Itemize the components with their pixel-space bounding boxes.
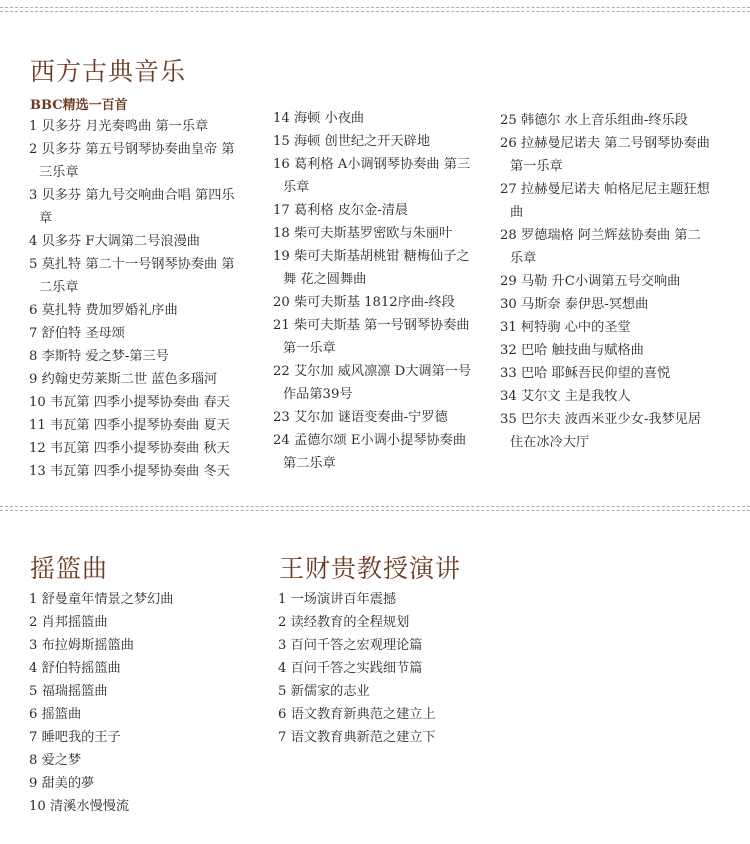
list-item: 6 语文教育新典范之建立上 [278,707,436,722]
list-item: 22 艾尔加 威风凛凛 D大调第一号作品第39号 [273,364,472,402]
list-item: 14 海顿 小夜曲 [273,111,365,126]
list-item: 18 柴可夫斯基罗密欧与朱丽叶 [273,226,453,241]
list-item: 3 百问千答之宏观理论篇 [278,638,423,653]
list-item: 13 韦瓦第 四季小提琴协奏曲 冬天 [29,464,230,479]
list-item: 20 柴可夫斯基 1812序曲-终段 [273,295,455,310]
list-item: 17 葛利格 皮尔金-清晨 [273,203,409,218]
list-item: 27 拉赫曼尼诺夫 帕格尼尼主题狂想曲 [500,182,710,220]
classical-column-3 [500,109,712,454]
list-item: 24 孟德尔颂 E小调小提琴协奏曲 第二乐章 [273,433,467,471]
lecture-section-title: 王财贵教授演讲 [279,554,462,583]
list-item: 3 布拉姆斯摇篮曲 [29,638,134,653]
list-item: 11 韦瓦第 四季小提琴协奏曲 夏天 [29,418,230,433]
list-item: 34 艾尔文 主是我牧人 [500,389,631,404]
list-item: 4 百问千答之实践细节篇 [278,661,423,676]
list-item: 3 贝多芬 第九号交响曲合唱 第四乐章 [29,188,235,226]
middle-divider [0,506,750,511]
list-item: 7 语文教育典新范之建立下 [278,730,436,745]
list-item: 1 贝多芬 月光奏鸣曲 第一乐章 [29,119,209,134]
list-item: 10 韦瓦第 四季小提琴协奏曲 春天 [29,395,230,410]
list-item: 5 福瑞摇篮曲 [29,684,108,699]
lullaby-section-title: 摇篮曲 [30,554,109,583]
list-item: 23 艾尔加 谜语变奏曲-宁罗德 [273,410,448,425]
list-item: 19 柴可夫斯基胡桃钳 糖梅仙子之舞 花之圆舞曲 [273,249,470,287]
list-item: 6 摇篮曲 [29,707,82,722]
list-item: 6 莫扎特 费加罗婚礼序曲 [29,303,178,318]
list-item: 7 舒伯特 圣母颂 [29,326,125,341]
list-item: 31 柯特驹 心中的圣堂 [500,320,631,335]
list-item: 2 肖邦摇篮曲 [29,615,108,630]
list-item: 15 海顿 创世纪之开天辟地 [273,134,431,149]
list-item: 12 韦瓦第 四季小提琴协奏曲 秋天 [29,441,230,456]
classical-column-1 [29,115,244,483]
classical-column-2 [273,107,479,475]
lullaby-list [29,588,249,818]
list-item: 4 贝多芬 F大调第二号浪漫曲 [29,234,200,249]
list-item: 25 韩德尔 水上音乐组曲-终乐段 [500,113,688,128]
list-item: 10 清溪水慢慢流 [29,799,130,814]
list-item: 5 莫扎特 第二十一号钢琴协奏曲 第二乐章 [29,257,235,295]
top-divider [0,7,750,12]
list-item: 33 巴哈 耶稣吾民仰望的喜悦 [500,366,671,381]
list-item: 29 马勒 升C小调第五号交响曲 [500,274,681,289]
classical-section-title: 西方古典音乐 [30,57,187,86]
list-item: 9 约翰史劳莱斯二世 蓝色多瑙河 [29,372,218,387]
list-item: 8 爱之梦 [29,753,82,768]
list-item: 32 巴哈 触技曲与赋格曲 [500,343,644,358]
list-item: 4 舒伯特摇篮曲 [29,661,121,676]
list-item: 8 李斯特 爱之梦-第三号 [29,349,169,364]
list-item: 30 马斯奈 泰伊思-冥想曲 [500,297,649,312]
list-item: 26 拉赫曼尼诺夫 第二号钢琴协奏曲 第一乐章 [500,136,710,174]
list-item: 35 巴尔夫 波西米亚少女-我梦见居住在冰冷大厅 [500,412,702,450]
list-item: 2 读经教育的全程规划 [278,615,410,630]
list-item: 5 新儒家的志业 [278,684,370,699]
list-item: 7 睡吧我的王子 [29,730,121,745]
list-item: 28 罗德瑞格 阿兰辉兹协奏曲 第二乐章 [500,228,701,266]
lecture-list [278,588,518,749]
list-item: 1 舒曼童年情景之梦幻曲 [29,592,174,607]
classical-subtitle: BBC精选一百首 [30,98,128,113]
list-item: 9 甜美的夢 [29,776,95,791]
list-item: 1 一场演讲百年震撼 [278,592,397,607]
list-item: 21 柴可夫斯基 第一号钢琴协奏曲 第一乐章 [273,318,470,356]
list-item: 2 贝多芬 第五号钢琴协奏曲皇帝 第三乐章 [29,142,235,180]
list-item: 16 葛利格 A小调钢琴协奏曲 第三乐章 [273,157,471,195]
